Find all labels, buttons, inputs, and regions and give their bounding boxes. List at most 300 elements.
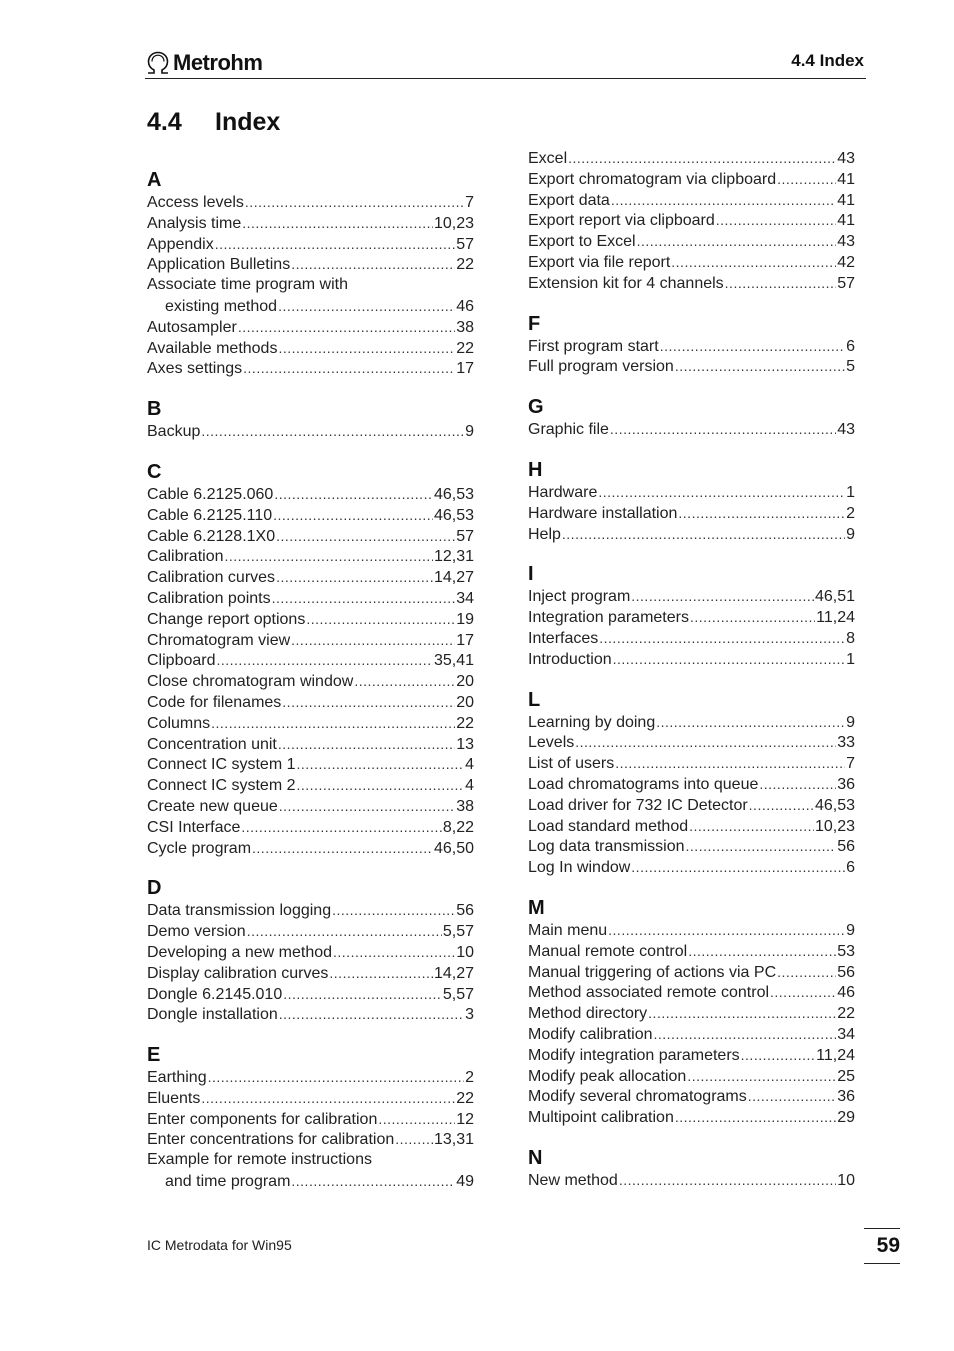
- entry-page: 35,41: [433, 652, 474, 670]
- index-entry: [147, 567, 474, 588]
- entry-page: 46,51: [814, 588, 855, 606]
- entry-term: Cycle program: [147, 839, 252, 857]
- dot-leader: [716, 210, 836, 231]
- entry-page: 4: [465, 756, 474, 774]
- index-section: [528, 562, 855, 669]
- entry-term: Graphic file: [528, 421, 609, 439]
- entry-page: 49: [456, 1173, 474, 1191]
- entry-term: Eluents: [147, 1089, 201, 1107]
- entry-page: 25: [837, 1067, 855, 1085]
- entry-page: 10: [837, 1171, 855, 1189]
- dot-leader: [610, 419, 836, 440]
- dot-leader: [660, 336, 845, 357]
- index-entry: [147, 609, 474, 630]
- entry-term: Change report options: [147, 610, 306, 628]
- index-entry: [147, 796, 474, 817]
- entry-term: Example for remote instructions: [147, 1151, 372, 1169]
- dot-leader: [279, 796, 455, 817]
- entry-page: 6: [846, 859, 855, 877]
- section-letter: C: [147, 460, 162, 483]
- section-letter: L: [528, 688, 541, 711]
- entry-page: 43: [837, 233, 855, 251]
- entry-page: 56: [456, 902, 474, 920]
- dot-leader: [637, 231, 837, 252]
- entry-term: Excel: [528, 150, 568, 167]
- dot-leader: [329, 963, 433, 984]
- index-entry: [528, 1024, 855, 1045]
- entry-term: Connect IC system 1: [147, 756, 296, 774]
- entry-term: Main menu: [528, 921, 608, 939]
- entry-term: Export data: [528, 191, 610, 209]
- header-section-title: 4.4 Index: [791, 51, 864, 70]
- entry-page: 46: [456, 297, 474, 315]
- index-entry: [528, 148, 855, 169]
- index-entry: [147, 963, 474, 984]
- entry-page: 56: [837, 838, 855, 856]
- index-entry: [147, 650, 474, 671]
- dot-leader: [598, 482, 845, 503]
- entry-term: Available methods: [147, 339, 278, 357]
- index-entry: [528, 836, 855, 857]
- entry-term: Create new queue: [147, 797, 278, 815]
- dot-leader: [306, 609, 455, 630]
- entry-page: 10,23: [433, 214, 474, 232]
- entry-term: existing method: [165, 297, 278, 315]
- dot-leader: [378, 1109, 455, 1130]
- entry-page: 19: [456, 610, 474, 628]
- index-entry: [528, 1066, 855, 1087]
- dot-leader: [211, 713, 455, 734]
- index-entry: [147, 1067, 474, 1088]
- entry-page: 38: [456, 318, 474, 336]
- dot-leader: [201, 421, 464, 442]
- entry-term: Export report via clipboard: [528, 212, 715, 230]
- index-entry: [147, 588, 474, 609]
- index-section: [528, 458, 855, 544]
- index-entry: [528, 607, 855, 628]
- index-entry: [147, 630, 474, 651]
- entry-page: 14,27: [433, 569, 474, 587]
- entry-term: Calibration curves: [147, 569, 276, 587]
- entry-page: 12,31: [433, 548, 474, 566]
- entry-page: 10: [456, 943, 474, 961]
- index-column-left: [147, 168, 474, 1210]
- index-entry: [528, 1045, 855, 1066]
- dot-leader: [656, 712, 845, 733]
- entry-page: 13: [456, 735, 474, 753]
- entry-term: Export chromatogram via clipboard: [528, 170, 777, 188]
- dot-leader: [568, 148, 836, 169]
- entry-page: 6: [846, 337, 855, 355]
- index-section: [147, 876, 474, 1025]
- index-entry: [147, 296, 474, 317]
- index-entry: [147, 234, 474, 255]
- index-entry: [528, 1170, 855, 1191]
- entry-page: 11,24: [816, 609, 855, 627]
- entry-term: Multipoint calibration: [528, 1109, 674, 1127]
- entry-term: Interfaces: [528, 629, 599, 647]
- entry-term: Cable 6.2125.110: [147, 506, 273, 524]
- dot-leader: [631, 586, 814, 607]
- section-letter: G: [528, 396, 544, 419]
- entry-page: 22: [456, 256, 474, 274]
- footer-page-box: [864, 1228, 900, 1264]
- index-entry: [147, 254, 474, 275]
- entry-term: Manual triggering of actions via PC: [528, 963, 777, 981]
- index-entry: [147, 213, 474, 234]
- section-letter: D: [147, 877, 162, 900]
- dot-leader: [278, 734, 455, 755]
- dot-leader: [291, 630, 455, 651]
- section-letter: F: [528, 312, 541, 335]
- dot-leader: [688, 941, 836, 962]
- dot-leader: [279, 1004, 464, 1025]
- index-entry: [147, 900, 474, 921]
- index-entry: [528, 190, 855, 211]
- metrohm-logo: [145, 50, 262, 76]
- index-entry: [147, 1171, 474, 1192]
- dot-leader: [241, 817, 441, 838]
- entry-page: 33: [837, 734, 855, 752]
- dot-leader: [276, 526, 455, 547]
- index-entry: [147, 1004, 474, 1025]
- entry-term: Application Bulletins: [147, 256, 291, 274]
- dot-leader: [619, 1170, 836, 1191]
- entry-term: Hardware: [528, 483, 598, 501]
- entry-page: 9: [846, 525, 855, 543]
- entry-term: Access levels: [147, 194, 244, 211]
- dot-leader: [749, 795, 814, 816]
- entry-term: Load driver for 732 IC Detector: [528, 796, 748, 814]
- entry-page: 13,31: [433, 1131, 474, 1149]
- section-number: 4.4: [147, 108, 182, 136]
- entry-page: 3: [465, 1006, 474, 1024]
- dot-leader: [678, 503, 845, 524]
- index-entry: [147, 734, 474, 755]
- index-section: [528, 896, 855, 1128]
- entry-page: 12: [456, 1110, 474, 1128]
- entry-term: Help: [528, 525, 561, 543]
- dot-leader: [770, 982, 836, 1003]
- dot-leader: [575, 732, 836, 753]
- entry-page: 9: [846, 713, 855, 731]
- entry-term: Close chromatogram window: [147, 673, 354, 691]
- section-title: Index: [215, 108, 281, 136]
- dot-leader: [613, 649, 845, 670]
- entry-term: Axes settings: [147, 360, 243, 378]
- entry-term: Calibration points: [147, 589, 271, 607]
- entry-page: 57: [456, 235, 474, 253]
- entry-page: 8,22: [442, 818, 474, 836]
- entry-term: Appendix: [147, 235, 214, 253]
- entry-term: Full program version: [528, 358, 674, 376]
- entry-term: Dongle installation: [147, 1006, 278, 1024]
- dot-leader: [238, 317, 455, 338]
- index-entry: [528, 169, 855, 190]
- dot-leader: [283, 984, 442, 1005]
- entry-term: Introduction: [528, 650, 612, 668]
- dot-leader: [759, 774, 836, 795]
- entry-term: Modify integration parameters: [528, 1046, 740, 1064]
- page-header: [145, 46, 866, 79]
- entry-page: 5,57: [442, 923, 474, 941]
- dot-leader: [608, 920, 845, 941]
- entry-term: Modify calibration: [528, 1025, 653, 1043]
- index-entry: [147, 505, 474, 526]
- index-entry: [147, 817, 474, 838]
- dot-leader: [276, 567, 433, 588]
- index-entry: [528, 210, 855, 231]
- dot-leader: [690, 607, 815, 628]
- dot-leader: [654, 1024, 837, 1045]
- index-entry: [528, 1086, 855, 1107]
- index-entry: [528, 649, 855, 670]
- index-entry: [528, 753, 855, 774]
- entry-page: 46,53: [433, 485, 474, 503]
- index-entry: [147, 775, 474, 796]
- section-letter: A: [147, 169, 162, 191]
- index-entry: [147, 692, 474, 713]
- dot-leader: [562, 524, 845, 545]
- dot-leader: [278, 296, 455, 317]
- index-entry: [528, 586, 855, 607]
- entry-page: 29: [837, 1109, 855, 1127]
- entry-term: Enter concentrations for calibration: [147, 1131, 395, 1149]
- index-section: [147, 168, 474, 379]
- index-section: [147, 1043, 474, 1192]
- index-entry: [147, 546, 474, 567]
- dot-leader: [687, 1066, 836, 1087]
- index-entry: [528, 732, 855, 753]
- dot-leader: [332, 900, 455, 921]
- dot-leader: [741, 1045, 815, 1066]
- entry-term: Method associated remote control: [528, 984, 770, 1002]
- index-entry: [147, 754, 474, 775]
- entry-term: Dongle 6.2145.010: [147, 985, 283, 1003]
- entry-term: Analysis time: [147, 214, 242, 232]
- entry-term: Learning by doing: [528, 713, 656, 731]
- entry-page: 36: [837, 1088, 855, 1106]
- dot-leader: [201, 1088, 455, 1109]
- entry-term: Load standard method: [528, 817, 689, 835]
- dot-leader: [395, 1129, 433, 1150]
- dot-leader: [748, 1086, 836, 1107]
- entry-page: 11,24: [816, 1046, 855, 1064]
- entry-page: 46,50: [433, 839, 474, 857]
- entry-term: Concentration unit: [147, 735, 277, 753]
- dot-leader: [675, 356, 845, 377]
- entry-page: 46,53: [814, 796, 855, 814]
- entry-term: Inject program: [528, 588, 631, 606]
- entry-page: 1: [846, 483, 855, 501]
- entry-term: Earthing: [147, 1069, 207, 1087]
- entry-page: 9: [465, 423, 474, 441]
- entry-term: Method directory: [528, 1005, 648, 1023]
- entry-page: 22: [456, 714, 474, 732]
- entry-term: Log data transmission: [528, 838, 685, 856]
- index-entry: [528, 712, 855, 733]
- entry-page: 41: [837, 191, 855, 209]
- entry-page: 5: [846, 358, 855, 376]
- entry-term: List of users: [528, 755, 615, 773]
- entry-term: Integration parameters: [528, 609, 689, 627]
- entry-page: 17: [456, 360, 474, 378]
- index-entry: [528, 524, 855, 545]
- dot-leader: [599, 628, 845, 649]
- entry-page: 4: [465, 777, 474, 795]
- entry-term: Associate time program with: [147, 276, 348, 294]
- dot-leader: [215, 234, 455, 255]
- entry-term: New method: [528, 1171, 618, 1189]
- entry-page: 14,27: [433, 964, 474, 982]
- index-entry: [147, 1109, 474, 1130]
- dot-leader: [675, 1107, 836, 1128]
- dot-leader: [648, 1003, 836, 1024]
- index-entry: [147, 671, 474, 692]
- entry-page: 7: [846, 755, 855, 773]
- index-entry: [147, 192, 474, 213]
- entry-term: Clipboard: [147, 652, 216, 670]
- dot-leader: [333, 942, 455, 963]
- dot-leader: [297, 775, 465, 796]
- entry-term: Chromatogram view: [147, 631, 291, 649]
- entry-page: 7: [465, 194, 474, 211]
- entry-term: Autosampler: [147, 318, 237, 336]
- index-section: [528, 148, 855, 294]
- entry-page: 41: [837, 212, 855, 230]
- dot-leader: [615, 753, 845, 774]
- dot-leader: [354, 671, 455, 692]
- entry-page: 41: [837, 170, 855, 188]
- index-entry: [528, 1107, 855, 1128]
- dot-leader: [777, 169, 836, 190]
- dot-leader: [252, 838, 433, 859]
- dot-leader: [242, 213, 433, 234]
- page-title: [147, 108, 280, 137]
- entry-term: Developing a new method: [147, 943, 333, 961]
- entry-term: Cable 6.2125.060: [147, 485, 274, 503]
- index-entry: [147, 317, 474, 338]
- index-column-right: [528, 148, 855, 1209]
- entry-term: Levels: [528, 734, 575, 752]
- entry-page: 20: [456, 673, 474, 691]
- index-entry: [147, 1088, 474, 1109]
- entry-term: Display calibration curves: [147, 964, 329, 982]
- entry-term: Hardware installation: [528, 504, 678, 522]
- brand-name: Metrohm: [173, 50, 263, 75]
- dot-leader: [245, 192, 464, 213]
- entry-page: 22: [456, 1089, 474, 1107]
- entry-page: 42: [837, 253, 855, 271]
- index-entry: [528, 857, 855, 878]
- index-entry: [147, 275, 474, 296]
- entry-page: 20: [456, 693, 474, 711]
- entry-page: 10,23: [814, 817, 855, 835]
- index-entry: [528, 962, 855, 983]
- dot-leader: [274, 484, 433, 505]
- entry-page: 53: [837, 942, 855, 960]
- entry-page: 46: [837, 984, 855, 1002]
- section-letter: B: [147, 398, 162, 421]
- index-entry: [528, 273, 855, 294]
- index-section: [528, 1146, 855, 1191]
- index-entry: [528, 231, 855, 252]
- index-entry: [147, 713, 474, 734]
- entry-page: 34: [456, 589, 474, 607]
- index-entry: [528, 252, 855, 273]
- dot-leader: [291, 254, 455, 275]
- entry-page: 22: [837, 1005, 855, 1023]
- omega-logo-icon: [145, 50, 171, 76]
- index-entry: [147, 942, 474, 963]
- index-entry: [147, 838, 474, 859]
- index-entry: [528, 356, 855, 377]
- entry-page: 1: [846, 650, 855, 668]
- entry-term: Modify several chromatograms: [528, 1088, 747, 1106]
- footer-doc-title: IC Metrodata for Win95: [147, 1237, 292, 1253]
- section-letter: I: [528, 563, 534, 586]
- index-entry: [528, 941, 855, 962]
- entry-term: Backup: [147, 423, 201, 441]
- entry-page: 22: [456, 339, 474, 357]
- dot-leader: [243, 358, 455, 379]
- index-section: [528, 395, 855, 440]
- entry-term: Calibration: [147, 548, 224, 566]
- dot-leader: [777, 962, 836, 983]
- entry-page: 56: [837, 963, 855, 981]
- index-entry: [147, 338, 474, 359]
- entry-page: 34: [837, 1025, 855, 1043]
- dot-leader: [291, 1171, 455, 1192]
- entry-page: 2: [465, 1069, 474, 1087]
- dot-leader: [224, 546, 432, 567]
- dot-leader: [208, 1067, 465, 1088]
- entry-term: First program start: [528, 337, 659, 355]
- entry-term: Cable 6.2128.1X0: [147, 527, 276, 545]
- section-letter: E: [147, 1044, 161, 1067]
- entry-page: 38: [456, 797, 474, 815]
- index-entry: [147, 484, 474, 505]
- section-letter: H: [528, 458, 543, 481]
- entry-term: Extension kit for 4 channels: [528, 274, 724, 292]
- entry-page: 8: [846, 629, 855, 647]
- index-entry: [528, 482, 855, 503]
- entry-page: 5,57: [442, 985, 474, 1003]
- dot-leader: [297, 754, 465, 775]
- entry-term: Export via file report: [528, 253, 671, 271]
- index-entry: [147, 421, 474, 442]
- entry-term: Export to Excel: [528, 233, 636, 251]
- index-entry: [147, 526, 474, 547]
- index-entry: [528, 336, 855, 357]
- entry-page: 57: [456, 527, 474, 545]
- entry-term: Demo version: [147, 923, 246, 941]
- entry-page: 43: [837, 150, 855, 167]
- entry-page: 43: [837, 421, 855, 439]
- index-section: [147, 460, 474, 858]
- entry-page: 36: [837, 775, 855, 793]
- index-entry: [147, 984, 474, 1005]
- entry-term: Manual remote control: [528, 942, 688, 960]
- entry-page: 2: [846, 504, 855, 522]
- dot-leader: [611, 190, 836, 211]
- index-entry: [528, 816, 855, 837]
- entry-term: Data transmission logging: [147, 902, 332, 920]
- entry-term: Log In window: [528, 859, 631, 877]
- entry-term: CSI Interface: [147, 818, 241, 836]
- index-entry: [528, 795, 855, 816]
- entry-page: 17: [456, 631, 474, 649]
